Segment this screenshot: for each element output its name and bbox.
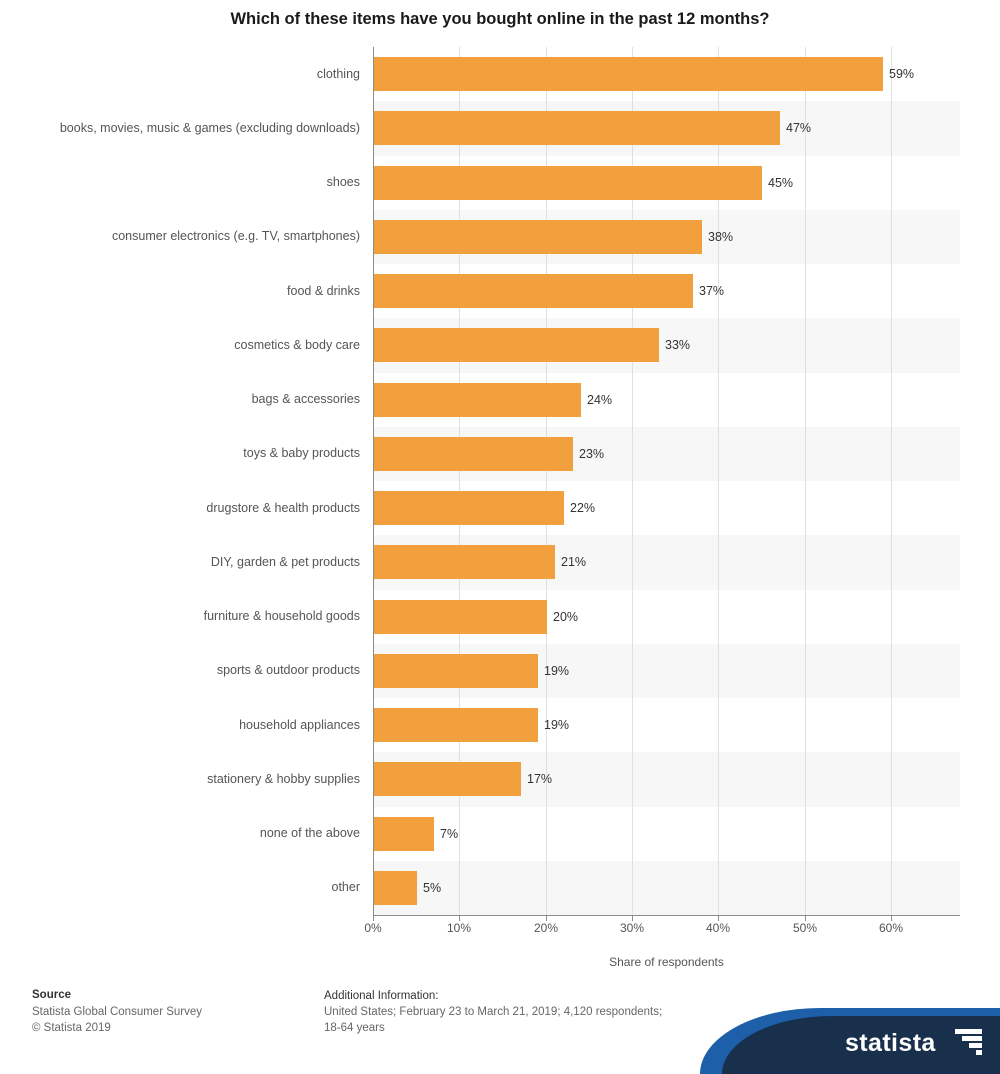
x-tick-mark bbox=[459, 915, 460, 921]
bar bbox=[374, 57, 883, 91]
x-tick-label: 20% bbox=[533, 921, 559, 935]
additional-info-line-2: 18-64 years bbox=[324, 1022, 385, 1034]
additional-info-line-1: United States; February 23 to March 21, 2019; 4,120 respondents; bbox=[324, 1006, 663, 1018]
x-tick-label: 30% bbox=[619, 921, 645, 935]
x-tick-mark bbox=[805, 915, 806, 921]
bar bbox=[374, 817, 434, 851]
category-label: food & drinks bbox=[287, 283, 360, 298]
category-label: sports & outdoor products bbox=[216, 663, 360, 678]
bar bbox=[374, 708, 538, 742]
gridline bbox=[805, 47, 806, 915]
source-line-1: Statista Global Consumer Survey bbox=[32, 1006, 203, 1018]
x-axis-line bbox=[373, 915, 960, 916]
x-tick-mark bbox=[632, 915, 633, 921]
x-tick-label: 50% bbox=[792, 921, 818, 935]
bar-value-label: 7% bbox=[440, 826, 459, 841]
bar-value-label: 45% bbox=[768, 175, 794, 190]
gridline bbox=[891, 47, 892, 915]
bar-value-label: 24% bbox=[587, 392, 613, 407]
bar bbox=[374, 166, 762, 200]
source-heading: Source bbox=[32, 989, 71, 1001]
category-label: cosmetics & body care bbox=[234, 337, 360, 352]
additional-info-heading: Additional Information: bbox=[324, 990, 439, 1002]
source-line-2: © Statista 2019 bbox=[32, 1022, 111, 1034]
category-label: other bbox=[331, 880, 360, 895]
bar bbox=[374, 328, 659, 362]
bar-value-label: 47% bbox=[786, 121, 812, 136]
statista-wordmark: statista bbox=[845, 1029, 936, 1057]
bar bbox=[374, 220, 702, 254]
bar bbox=[374, 437, 573, 471]
x-tick-mark bbox=[373, 915, 374, 921]
page-title: Which of these items have you bought online in the past 12 months? bbox=[230, 10, 770, 28]
bar-value-label: 22% bbox=[570, 501, 596, 516]
x-tick-mark bbox=[718, 915, 719, 921]
bar bbox=[374, 383, 581, 417]
category-label: shoes bbox=[326, 175, 360, 190]
x-axis-title: Share of respondents bbox=[609, 955, 724, 969]
category-label: books, movies, music & games (excluding downloads) bbox=[59, 120, 360, 135]
category-label: drugstore & health products bbox=[206, 500, 360, 515]
bar bbox=[374, 491, 564, 525]
bar-value-label: 17% bbox=[527, 772, 553, 787]
bar bbox=[374, 762, 521, 796]
category-axis-labels bbox=[0, 47, 360, 915]
category-label: stationery & hobby supplies bbox=[207, 771, 360, 786]
x-tick-label: 10% bbox=[446, 921, 472, 935]
bar-value-label: 33% bbox=[665, 338, 691, 353]
bar bbox=[374, 871, 417, 905]
bar-value-label: 19% bbox=[544, 718, 570, 733]
bar-value-label: 38% bbox=[708, 229, 734, 244]
bar-value-label: 20% bbox=[553, 609, 579, 624]
statista-logo-icon bbox=[955, 1029, 982, 1053]
bar bbox=[374, 545, 555, 579]
bar bbox=[374, 274, 693, 308]
category-label: toys & baby products bbox=[243, 446, 360, 461]
bar-value-label: 23% bbox=[579, 446, 605, 461]
bar-value-label: 37% bbox=[699, 284, 725, 299]
category-label: bags & accessories bbox=[251, 392, 360, 407]
category-label: none of the above bbox=[259, 826, 360, 841]
bar-value-label: 19% bbox=[544, 663, 570, 678]
x-tick-mark bbox=[546, 915, 547, 921]
x-tick-mark bbox=[891, 915, 892, 921]
bar bbox=[374, 654, 538, 688]
category-label: clothing bbox=[316, 66, 360, 81]
bar bbox=[374, 111, 780, 145]
bar bbox=[374, 600, 547, 634]
bar-value-label: 21% bbox=[561, 555, 587, 570]
category-label: consumer electronics (e.g. TV, smartphones) bbox=[111, 229, 360, 244]
bar-value-label: 5% bbox=[423, 880, 442, 895]
category-label: DIY, garden & pet products bbox=[210, 554, 360, 569]
category-label: household appliances bbox=[239, 717, 360, 732]
bar-value-label: 59% bbox=[889, 67, 915, 82]
x-tick-label: 60% bbox=[878, 921, 904, 935]
category-label: furniture & household goods bbox=[203, 609, 360, 624]
x-tick-label: 0% bbox=[364, 921, 382, 935]
x-tick-label: 40% bbox=[705, 921, 731, 935]
row-band bbox=[373, 861, 960, 915]
